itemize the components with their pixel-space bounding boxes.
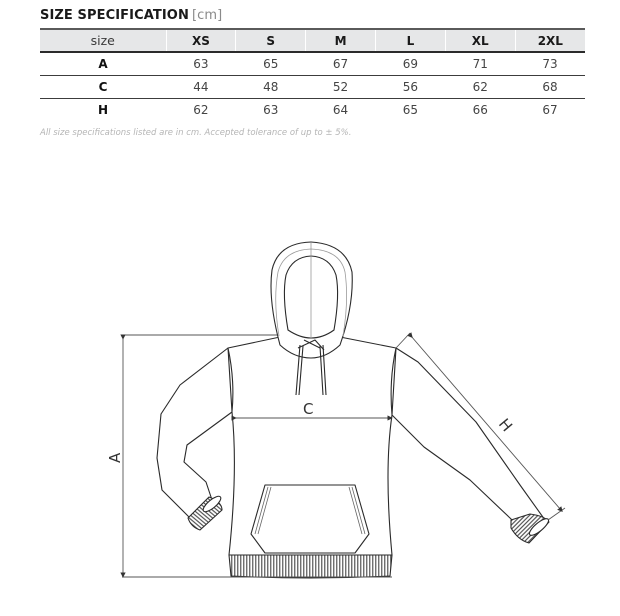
table-cell: 67 xyxy=(542,102,558,117)
column-header-size: size xyxy=(90,33,115,48)
table-cell: 62 xyxy=(472,79,488,94)
row-label: C xyxy=(98,79,108,94)
dimension-label-a: A xyxy=(106,452,124,463)
table-cell: 65 xyxy=(402,102,419,117)
table-cell: 62 xyxy=(193,102,209,117)
left-sleeve xyxy=(157,348,232,518)
table-cell: 44 xyxy=(193,79,209,94)
dimension-label-h: H xyxy=(494,415,516,436)
table-cell: 64 xyxy=(332,102,349,117)
column-header-s: S xyxy=(236,29,306,52)
column-header-m: M xyxy=(306,29,376,52)
column-header-2xl: 2XL xyxy=(515,29,585,52)
table-cell: 71 xyxy=(472,56,488,71)
hoodie-outline xyxy=(157,242,551,578)
hem-rib xyxy=(229,555,392,578)
title-text: SIZE SPECIFICATION xyxy=(40,8,189,23)
table-cell: 68 xyxy=(542,79,558,94)
column-header-xl: XL xyxy=(445,29,515,52)
row-label: H xyxy=(97,102,109,117)
table-cell: 66 xyxy=(472,102,488,117)
dimension-label-c: C xyxy=(303,400,314,418)
table-cell: 73 xyxy=(542,56,558,71)
table-cell: 52 xyxy=(332,79,349,94)
table-cell: 48 xyxy=(263,79,279,94)
title-unit: [cm] xyxy=(191,8,223,23)
right-sleeve xyxy=(392,348,545,535)
row-label: A xyxy=(98,56,108,71)
table-cell: 63 xyxy=(263,102,279,117)
table-cell: 67 xyxy=(332,56,349,71)
tolerance-footnote: All size specifications listed are in cm. Accepted tolerance of up to ± 5%. xyxy=(40,128,352,138)
table-cell: 65 xyxy=(263,56,279,71)
column-header-xs: XS xyxy=(166,29,236,52)
column-header-l: L xyxy=(375,29,445,52)
table-cell: 69 xyxy=(402,56,419,71)
table-cell: 63 xyxy=(193,56,209,71)
table-cell: 56 xyxy=(402,79,419,94)
